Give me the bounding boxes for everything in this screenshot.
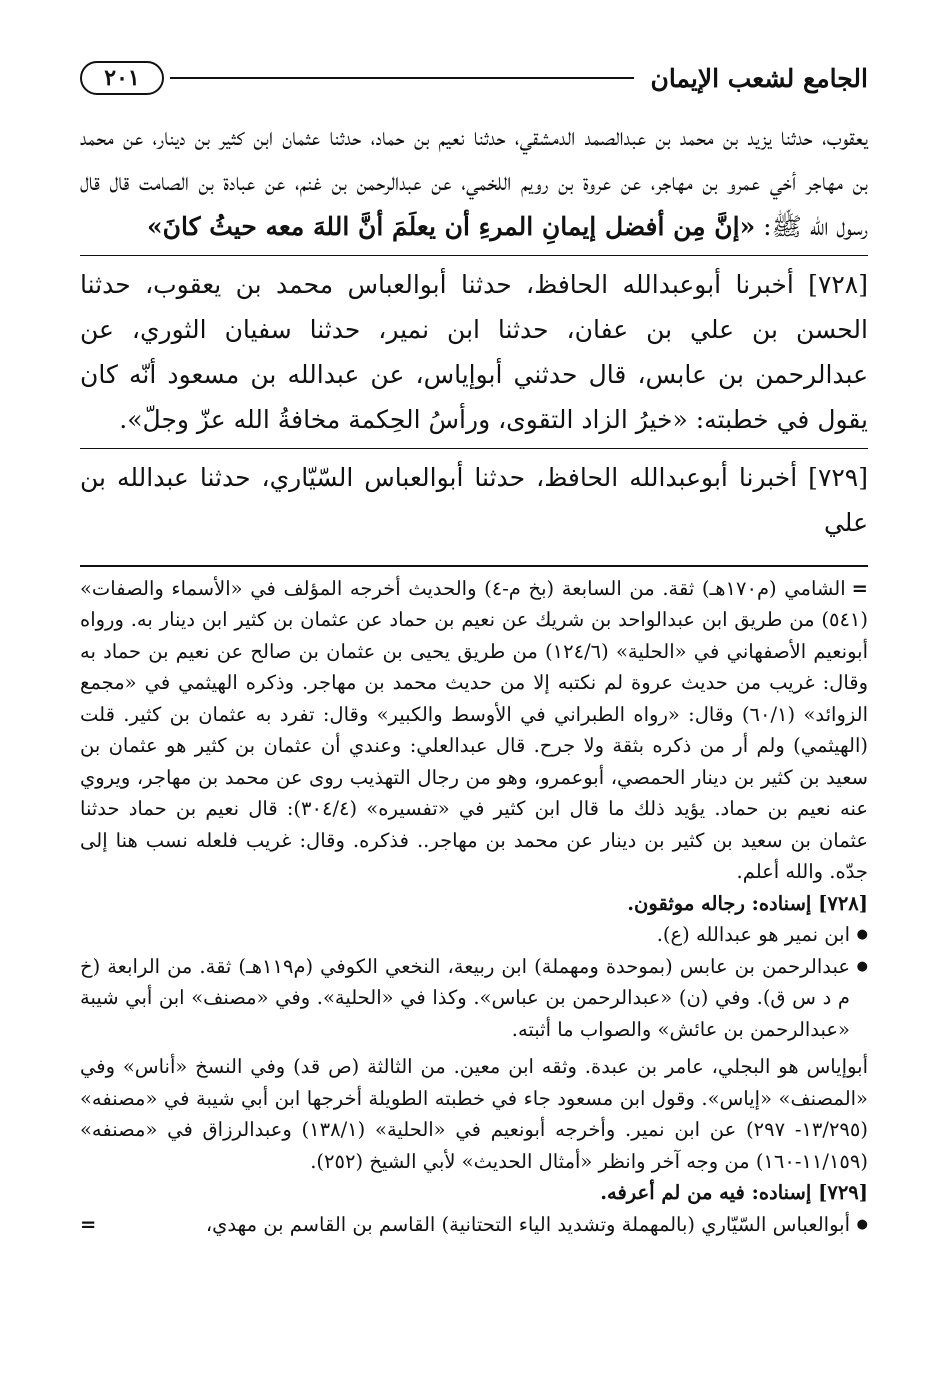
running-title: الجامع لشعب الإيمان [650,63,868,93]
footnote-729-bullet-text: أبوالعباس السّيّاري (بالمهملة وتشديد الياء التحتانية) القاسم بن القاسم بن مهدي، [205,1212,850,1236]
footnote-divider [80,565,868,567]
page-number: ٢٠١ [80,61,164,95]
footnote-728-bullets [80,919,868,1045]
hadith-727-quote: «إنَّ مِن أفضل إيمانِ المرءِ أن يعلَمَ أنَّ اللهَ معه حيثُ كانَ» [147,212,756,241]
footnote-728-text: أبوإياس هو البجلي، عامر بن عبدة. وثقه ابن معين. من الثالثة (ص قد) وفي النسخ «أناس» وفي «المصنف» «إياس». وقول ابن مسعود جاء في خطبته الطويلة أخرجها ابن أبي شيبة في «مصنفه» (١٣/٢٩٥- ٢٩٧) عن ابن نمير. وأخرجه أبونعيم في «الحلية» (١٣٨/١) وعبدالرزاق في «مصنفه» (١١/١٥٩-١٦٠) من وجه آخر وانظر «أمثال الحديث» لأبي الشيخ (٢٥٢). [80,1055,868,1173]
hadith-728: [٧٢٨] أخبرنا أبوعبدالله الحافظ، حدثنا أبوالعباس محمد بن يعقوب، حدثنا الحسن بن علي بن عفان، حدثنا ابن نمير، حدثنا سفيان الثوري، عن عبدالرحمن بن عابس، قال حدثني أبوإياس، عن عبدالله بن مسعود أنّه كان يقول في خطبته: «خيرُ الزاد التقوى، ورأسُ الحِكمة مخافةُ الله عزّ وجلّ». [80,255,868,442]
page-header [80,52,868,104]
main-text [80,114,868,545]
footnote-729-label: [٧٢٩] إسناده: فيه من لم أعرفه. [600,1181,868,1204]
list-item: ● ابن نمير هو عبدالله (ع). [80,919,868,951]
footnote-727 [80,573,868,888]
footnotes [80,573,868,1241]
footnote-728-label: [٧٢٨] إسناده: رجاله موثقون. [627,891,868,915]
list-item [80,1209,868,1241]
list-item: ● عبدالرحمن بن عابس (بموحدة ومهملة) ابن ربيعة، النخعي الكوفي (م١١٩هـ) ثقة. من الرابعة (خ م د س ق). وفي (ن) «عبدالرحمن بن عباس». وكذا في «الحلية». وفي «مصنف» ابن أبي شيبة «عبدالرحمن بن عائش» والصواب ما أثبته. [80,951,868,1046]
continued-on-next-mark: = [80,1212,97,1236]
footnote-729-bullets [80,1209,868,1241]
header-rule [170,77,634,79]
continued-from-previous-mark: = [851,576,868,600]
footnote-727-text: الشامي (م١٧٠هـ) ثقة. من السابعة (بخ م-٤) والحديث أخرجه المؤلف في «الأسماء والصفات» (٥٤١) من طريق ابن عبدالواحد بن شريك عن نعيم بن حماد عن عثمان بن كثير ابن دينار به. ورواه أبونعيم الأصفهاني في «الحلية» (١٢٤/٦) من طريق يحيى بن عثمان بن صالح عن نعيم بن حماد به وقال: غريب من حديث عروة لم نكتبه إلا من حديث محمد بن مهاجر. وذكره الهيثمي في «مجمع الزوائد» (٦٠/١) وقال: «رواه الطبراني في الأوسط والكبير» وقال: تفرد به عثمان بن كثير. قلت (الهيثمي) ولم أر من ذكره بثقة ولا جرح. قال عبدالعلي: وعندي أن عثمان بن كثير هو عثمان بن سعيد بن كثير بن دينار الحمصي، أبوعمرو، وهو من رجال التهذيب روى عن محمد بن مهاجر، ويروي عنه نعيم بن حماد. يؤيد ذلك ما قال ابن كثير في «تفسيره» (٣٠٤/٤): قال نعيم بن حماد حدثنا عثمان بن سعيد بن كثير بن دينار عن محمد بن مهاجر.. فذكره. وقال: غريب فلعله نسب هنا إلى جدّه. والله أعلم. [80,576,869,883]
hadith-729: [٧٢٩] أخبرنا أبوعبدالله الحافظ، حدثنا أبوالعباس السّيّاري، حدثنا عبدالله بن علي [80,448,868,545]
hadith-727-continuation [80,114,868,249]
hadith-727-isnad: يعقوب، حدثنا يزيد بن محمد بن عبدالصمد الدمشقي، حدثنا نعيم بن حماد، حدثنا عثمان ابن كثير بن دينار، عن محمد بن مهاجر أخي عمرو بن مهاجر، عن عروة بن رويم اللخمي، عن عبدالرحمن بن غنم، عن عبادة بن الصامت قال قال رسول الله ﷺ: [80,122,868,241]
